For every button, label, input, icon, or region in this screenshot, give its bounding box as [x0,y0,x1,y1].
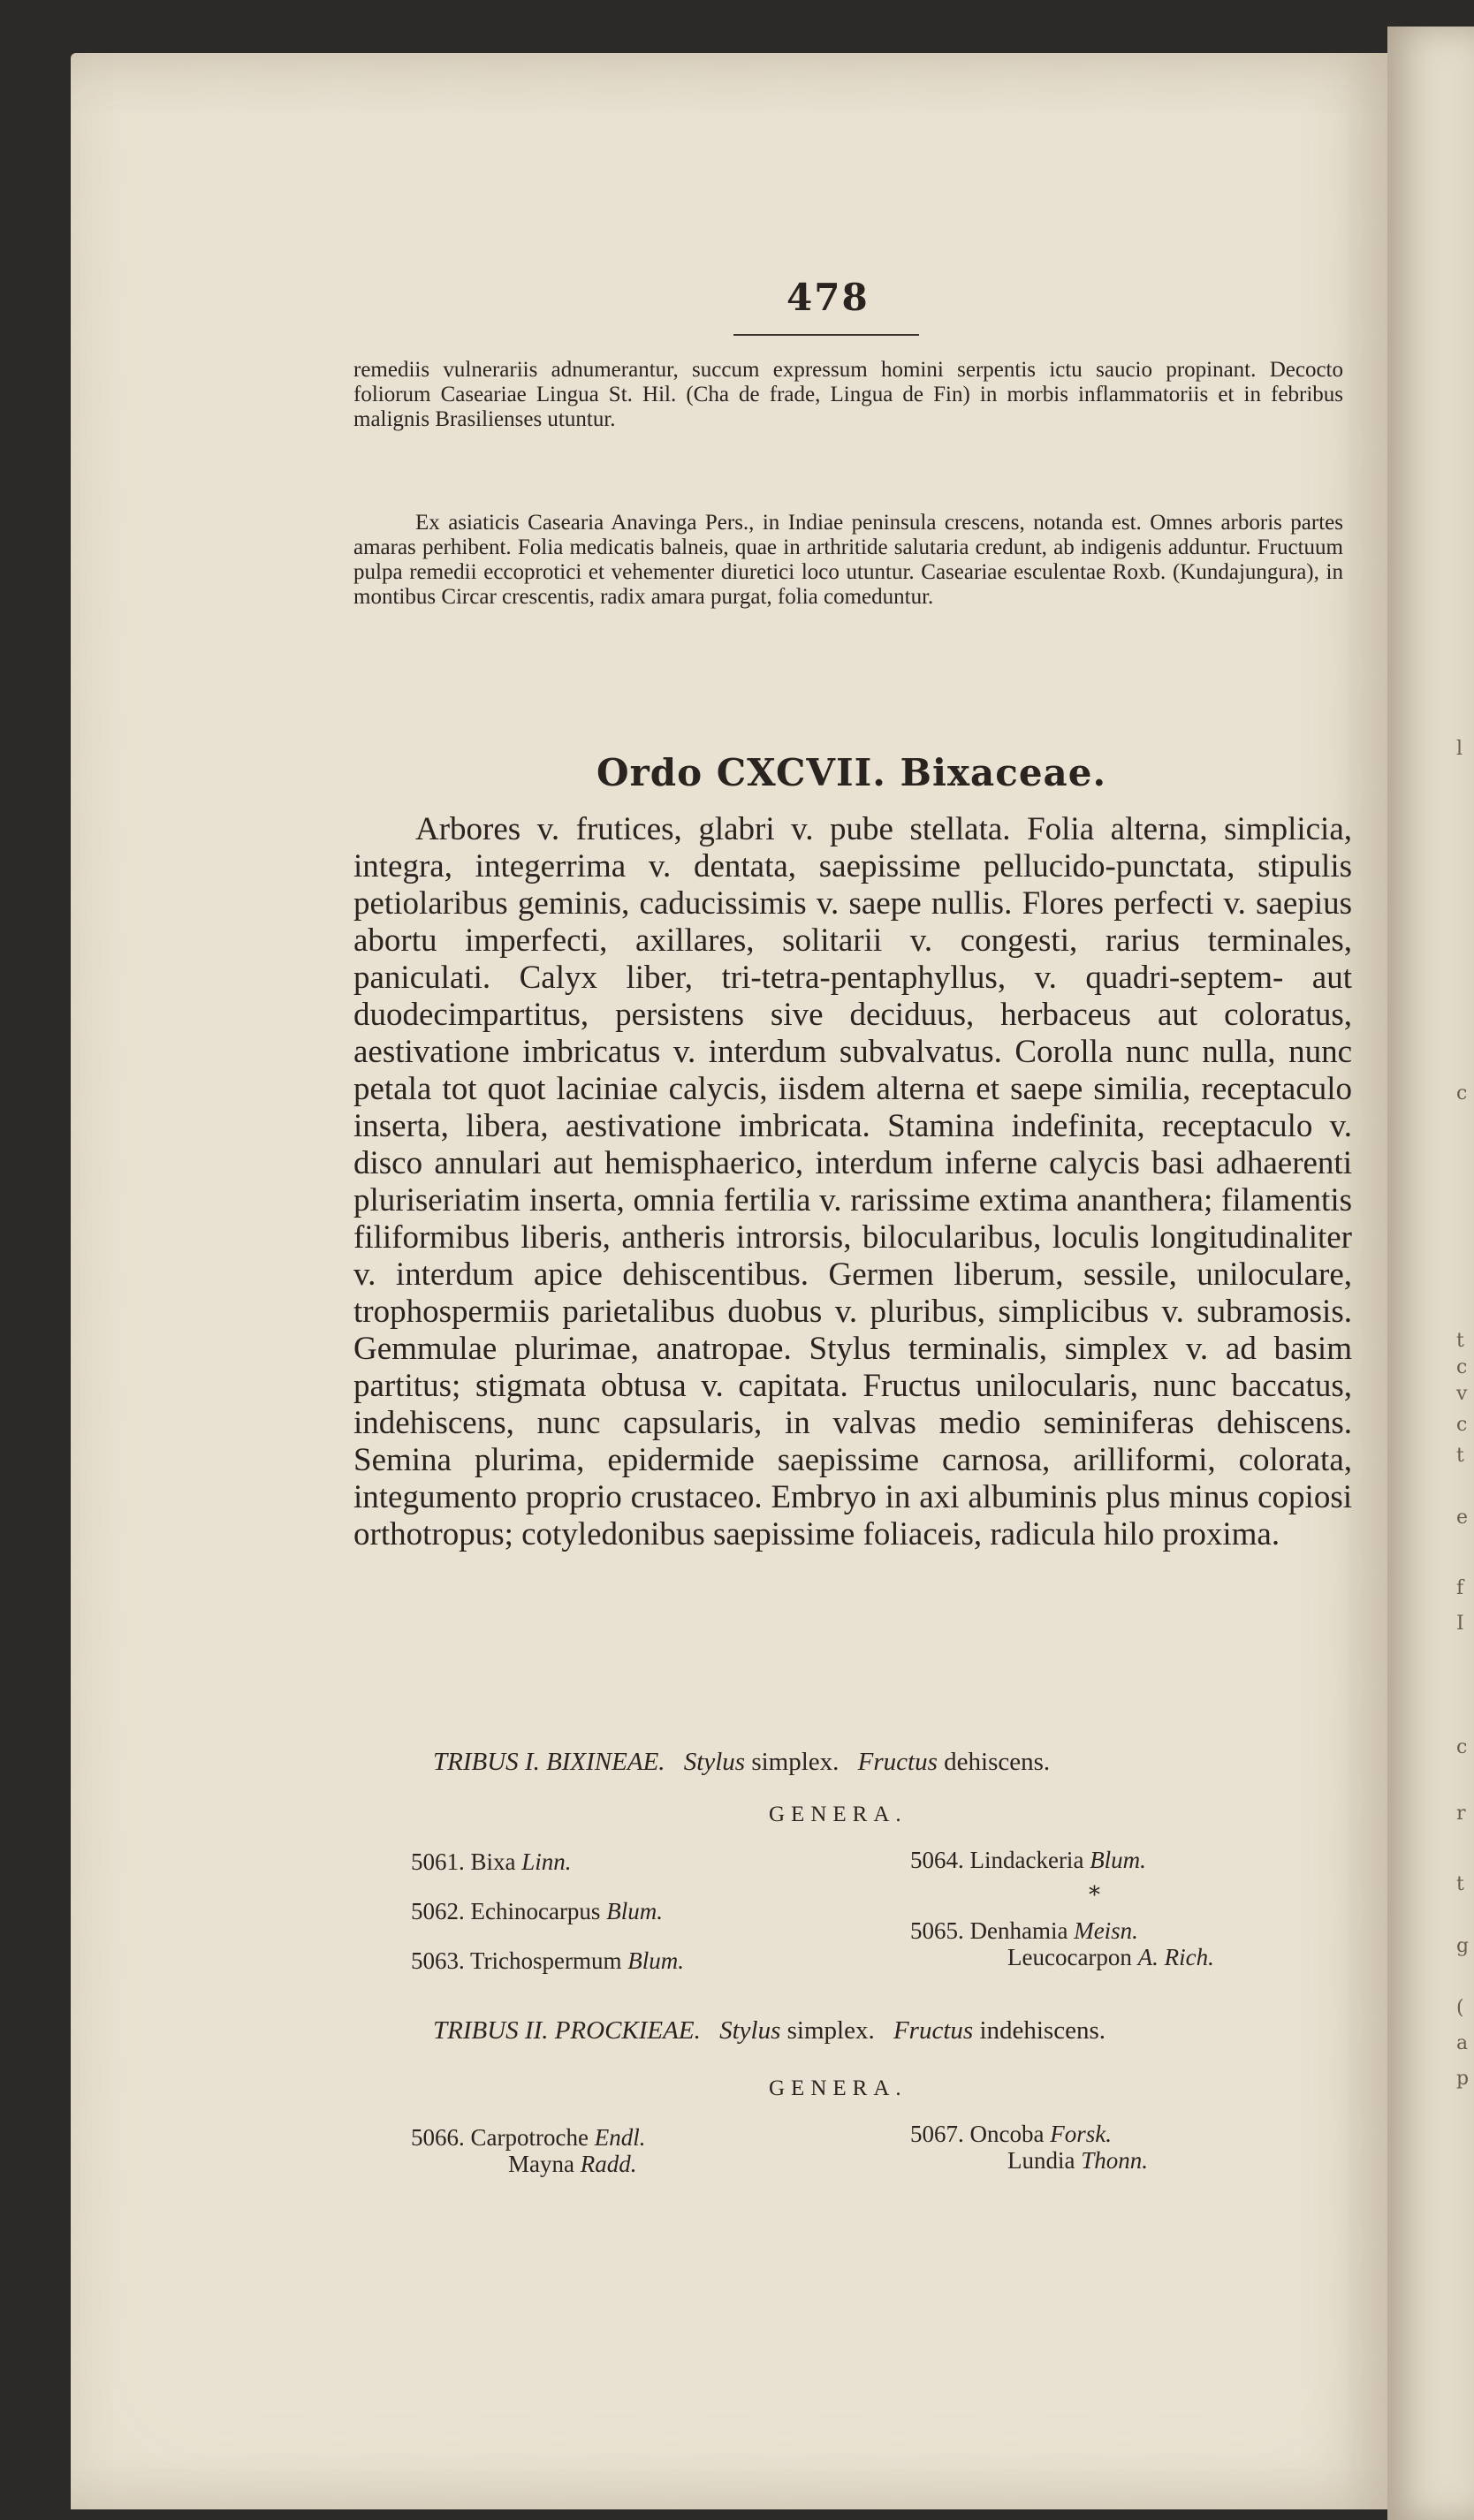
synonym-name: Lundia [1007,2147,1075,2174]
tribus-2-heading [433,2016,1106,2046]
edge-letter: t [1456,1873,1464,1895]
synonym-author: Radd. [580,2151,637,2177]
genus-5064 [910,1847,1146,1873]
tribus-1-heading [433,1748,1050,1777]
tribus-2-stylus: Stylus [719,2016,781,2045]
edge-letter: c [1456,1082,1468,1104]
tribus-2-name: TRIBUS II. PROCKIEAE. [433,2016,701,2045]
adjacent-page-edge [1387,27,1474,2520]
genus-5063 [411,1947,684,1974]
edge-letter: r [1456,1803,1466,1825]
genus-name: 5064. Lindackeria [910,1847,1084,1873]
edge-letter: c [1456,1736,1468,1758]
edge-letter: t [1456,1330,1464,1352]
genus-5062 [411,1898,663,1924]
tribus-1-name: TRIBUS I. BIXINEAE. [433,1748,665,1776]
tribus-1-fructus: Fructus [857,1748,938,1776]
genus-author: Blum. [627,1947,685,1974]
genus-synonym [910,1944,1214,1970]
edge-letter: p [1456,2068,1470,2090]
genus-name: 5065. Denhamia [910,1917,1068,1944]
genus-author: Forsk. [1050,2121,1112,2147]
synonym-name: Mayna [508,2151,574,2177]
paragraph-1: remediis vulnerariis adnumerantur, succum expressum homini serpentis ictu saucio propinant. Decocto foliorum Caseariae Lingua St. Hil. (Cha de frade, Lingua de Fin) in morbis inflammatoriis et in febribus malignis Brasilienses utuntur. [353,358,1343,431]
header-rule [733,334,919,336]
genus-author: Meisn. [1074,1917,1138,1944]
genus-name: 5066. Carpotroche [411,2124,589,2151]
genus-name: 5063. Trichospermum [411,1947,622,1974]
page-number: 478 [786,276,870,319]
edge-letter: c [1456,1414,1468,1436]
edge-letter: ( [1456,1997,1464,2019]
edge-letter: t [1456,1445,1464,1467]
edge-letter: c [1456,1356,1468,1378]
genus-author: Blum. [1090,1847,1146,1873]
edge-letter: l [1456,738,1463,760]
genera-label-1: GENERA. [769,1803,908,1826]
edge-letter: a [1456,2032,1469,2054]
tribus-2-stylus-desc: simplex. [786,2016,875,2045]
edge-letter: g [1456,1935,1470,1957]
genus-5065 [910,1917,1214,1970]
tribus-1-stylus: Stylus [683,1748,746,1776]
genus-author: Endl. [594,2124,646,2151]
edge-letter: I [1456,1613,1464,1635]
tribus-2-fructus-desc: indehiscens. [979,2016,1106,2045]
genus-synonym [411,2151,645,2177]
edge-letter: v [1456,1383,1468,1405]
paragraph-2: Ex asiaticis Casearia Anavinga Pers., in Indiae peninsula crescens, notanda est. Omnes arboris partes amaras perhibent. Folia medicatis balneis, quae in arthritide salutaria credunt, ab indigenis adduntur. Fructuum pulpa remedii eccoprotici et vehementer diuretici loco utuntur. Caseariae esculentae Roxb. (Kundajungura), in montibus Circar crescentis, radix amara purgat, folia comeduntur. [353,511,1343,609]
tribus-1-fructus-desc: dehiscens. [944,1748,1051,1776]
genus-name: 5061. Bixa [411,1848,516,1875]
edge-letter: f [1456,1577,1464,1599]
genera-separator-star: * [1089,1882,1100,1909]
synonym-name: Leucocarpon [1007,1944,1132,1970]
genus-name: 5062. Echinocarpus [411,1898,601,1924]
genera-label-2: GENERA. [769,2076,908,2100]
synonym-author: Thonn. [1081,2147,1149,2174]
tribus-1-stylus-desc: simplex. [751,1748,840,1776]
genus-author: Linn. [521,1848,572,1875]
genus-synonym [910,2147,1148,2174]
genus-name: 5067. Oncoba [910,2121,1045,2147]
synonym-author: A. Rich. [1137,1944,1214,1970]
order-description: Arbores v. frutices, glabri v. pube stellata. Folia alterna, simplicia, integra, integerrima v. dentata, saepissime pellucido-punctata, stipulis petiolaribus geminis, caducissimis v. saepe nullis. Flores perfecti v. saepius abortu imperfecti, axillares, solitarii v. congesti, rarius terminales, paniculati. Calyx liber, tri-tetra-pentaphyllus, v. quadri-septem- aut duodecimpartitus, persistens sive deciduus, herbaceus aut coloratus, aestivatione imbricatus v. interdum subvalvatus. Corolla nunc nulla, nunc petala tot quot laciniae calycis, iisdem alterna et saepe similia, receptaculo inserta, libera, aestivatione imbricata. Stamina indefinita, receptaculo v. disco annulari aut hemisphaerico, interdum inferne calycis basi adhaerenti pluriseriatim inserta, omnia fertilia v. rarissime extima anantherа; filamentis filiformibus liberis, antheris introrsis, bilocularibus, loculis longitudinaliter v. interdum apice dehiscentibus. Germen liberum, sessile, uniloculare, trophospermiis parietalibus duobus v. pluribus, simplicibus v. subramosis. Gemmulae plurimae, anatropae. Stylus terminalis, simplex v. ad basim partitus; stigmata obtusa v. capitata. Fructus unilocularis, nunc baccatus, indehiscens, nunc capsularis, in valvas medio seminiferas dehiscens. Semina plurima, epidermide saepissime carnosa, arilliformi, colorata, integumento proprio crustaceo. Embryo in axi albuminis plus minus copiosi orthotropus; cotyledonibus saepissime foliaceis, radicula hilo proxima. [353,811,1352,1552]
genus-5061 [411,1848,572,1875]
tribus-2-fructus: Fructus [893,2016,974,2045]
genus-5067 [910,2121,1148,2174]
order-heading: Ordo CXCVII. Bixaceae. [596,751,1107,794]
genus-author: Blum. [606,1898,663,1924]
genus-5066 [411,2124,645,2177]
edge-letter: e [1456,1507,1469,1529]
